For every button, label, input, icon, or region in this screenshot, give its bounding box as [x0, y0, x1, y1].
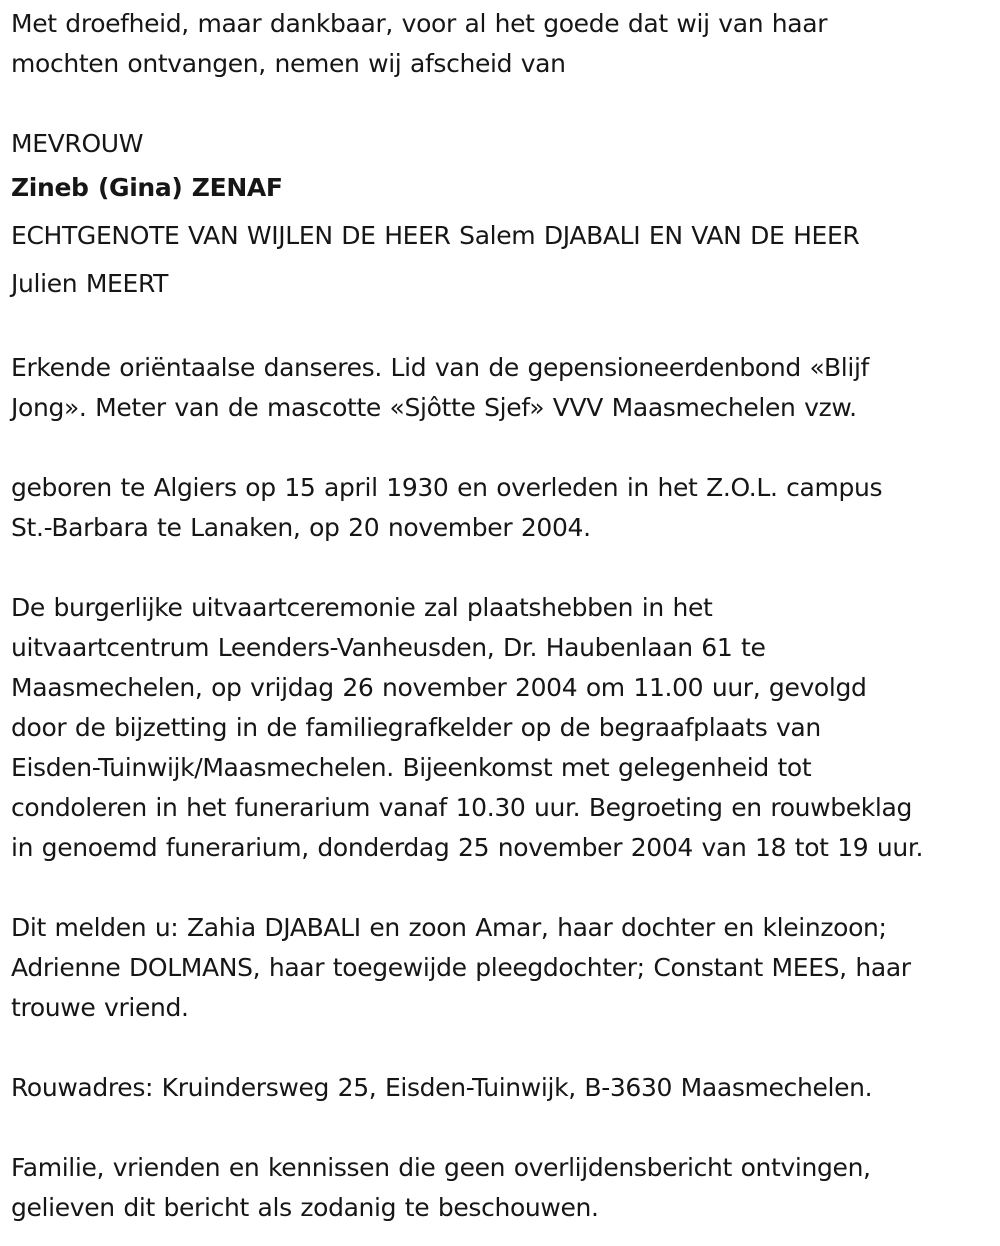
ceremony-paragraph: [11, 588, 996, 868]
bio-line: Jong». Meter van de mascotte «Sjôtte Sjef» VVV Maasmechelen vzw.: [11, 393, 857, 422]
closing-line: gelieven dit bericht als zodanig te beschouwen.: [11, 1193, 599, 1222]
honorific: MEVROUW: [11, 129, 144, 158]
paragraph-spacer: [11, 84, 996, 124]
address-line: Rouwadres: Kruindersweg 25, Eisden-Tuinwijk, B-3630 Maasmechelen.: [11, 1073, 873, 1102]
spouse-line: Julien MEERT: [11, 269, 169, 298]
announcers-line: trouwe vriend.: [11, 993, 189, 1022]
ceremony-line: Maasmechelen, op vrijdag 26 november 2004 om 11.00 uur, gevolgd: [11, 673, 867, 702]
spouse-line: ECHTGENOTE VAN WIJLEN DE HEER Salem DJABALI EN VAN DE HEER: [11, 221, 860, 250]
deceased-name: Zineb (Gina) ZENAF: [11, 173, 283, 202]
birth-death-line: St.-Barbara te Lanaken, op 20 november 2004.: [11, 513, 591, 542]
deceased-block: [11, 124, 996, 308]
paragraph-spacer: [11, 428, 996, 468]
paragraph-spacer: [11, 1108, 996, 1148]
intro-line: mochten ontvangen, nemen wij afscheid van: [11, 49, 566, 78]
ceremony-line: in genoemd funerarium, donderdag 25 november 2004 van 18 tot 19 uur.: [11, 833, 924, 862]
obituary-notice: [11, 4, 996, 1228]
paragraph-spacer: [11, 1028, 996, 1068]
ceremony-line: uitvaartcentrum Leenders-Vanheusden, Dr. Haubenlaan 61 te: [11, 633, 766, 662]
intro-paragraph: [11, 4, 996, 84]
announcers-line: Dit melden u: Zahia DJABALI en zoon Amar, haar dochter en kleinzoon;: [11, 913, 887, 942]
announcers-line: Adrienne DOLMANS, haar toegewijde pleegdochter; Constant MEES, haar: [11, 953, 911, 982]
announcers-paragraph: [11, 908, 996, 1028]
bio-paragraph: [11, 348, 996, 428]
ceremony-line: De burgerlijke uitvaartceremonie zal plaatshebben in het: [11, 593, 713, 622]
paragraph-spacer: [11, 868, 996, 908]
paragraph-spacer: [11, 308, 996, 348]
ceremony-line: condoleren in het funerarium vanaf 10.30 uur. Begroeting en rouwbeklag: [11, 793, 913, 822]
closing-line: Familie, vrienden en kennissen die geen overlijdensbericht ontvingen,: [11, 1153, 871, 1182]
closing-paragraph: [11, 1148, 996, 1228]
bio-line: Erkende oriëntaalse danseres. Lid van de gepensioneerdenbond «Blijf: [11, 353, 870, 382]
address-paragraph: [11, 1068, 996, 1108]
birth-death-line: geboren te Algiers op 15 april 1930 en overleden in het Z.O.L. campus: [11, 473, 883, 502]
intro-line: Met droefheid, maar dankbaar, voor al het goede dat wij van haar: [11, 9, 828, 38]
ceremony-line: Eisden-Tuinwijk/Maasmechelen. Bijeenkomst met gelegenheid tot: [11, 753, 812, 782]
birth-death-paragraph: [11, 468, 996, 548]
paragraph-spacer: [11, 548, 996, 588]
ceremony-line: door de bijzetting in de familiegrafkelder op de begraafplaats van: [11, 713, 821, 742]
